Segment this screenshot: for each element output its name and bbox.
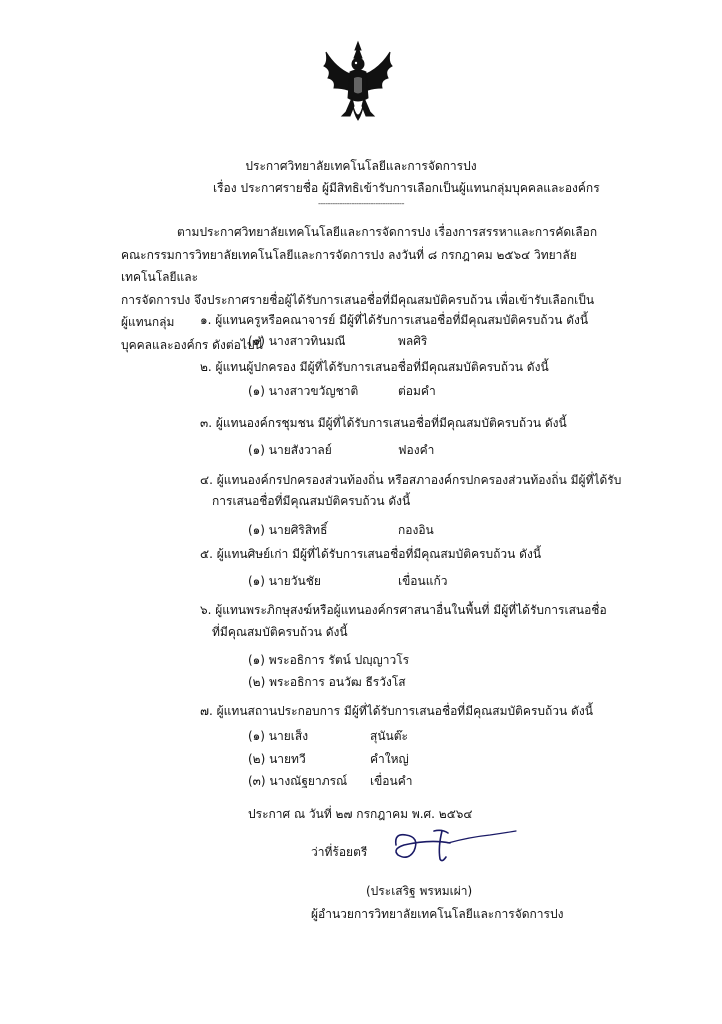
- intro-line: การจัดการปง จึงประกาศรายชื่อผู้ได้รับการเสนอชื่อที่มีคุณสมบัติครบถ้วน เพื่อเข้ารับเลือกเป็นผู้แทนกลุ่ม: [121, 292, 595, 329]
- intro-line: คณะกรรมการวิทยาลัยเทคโนโลยีและการจัดการปง ลงวันที่ ๘ กรกฎาคม ๒๕๖๔ วิทยาลัยเทคโนโลยีและ: [121, 247, 577, 284]
- section-heading-continued: ที่มีคุณสมบัติครบถ้วน ดังนี้: [212, 625, 348, 639]
- person-name: (๑) นางสาวทินมณี: [248, 334, 346, 348]
- garuda-emblem-icon: [322, 40, 394, 130]
- section-heading-continued: การเสนอชื่อที่มีคุณสมบัติครบถ้วน ดังนี้: [212, 494, 411, 508]
- intro-line: บุคคลและองค์กร ดังต่อไปนี้: [121, 337, 263, 352]
- section-heading: ๒. ผู้แทนผู้ปกครอง มีผู้ที่ได้รับการเสนอชื่อที่มีคุณสมบัติครบถ้วน ดังนี้: [200, 360, 549, 374]
- person-surname: กองอิน: [398, 523, 434, 537]
- person-surname: ฟองคำ: [398, 443, 435, 457]
- signatory-name: (ประเสริฐ พรหมเผ่า): [366, 884, 473, 898]
- intro-paragraph: [121, 221, 601, 356]
- section-heading: ๗. ผู้แทนสถานประกอบการ มีผู้ที่ได้รับการเสนอชื่อที่มีคุณสมบัติครบถ้วน ดังนี้: [200, 704, 593, 718]
- section-heading: ๓. ผู้แทนองค์กรชุมชน มีผู้ที่ได้รับการเสนอชื่อที่มีคุณสมบัติครบถ้วน ดังนี้: [200, 416, 567, 430]
- person-name: (๑) นายเส็ง: [248, 729, 309, 743]
- signatory-rank: ว่าที่ร้อยตรี: [311, 845, 368, 859]
- announcement-date: ประกาศ ณ วันที่ ๒๗ กรกฎาคม พ.ศ. ๒๕๖๔: [248, 807, 473, 821]
- person-name: (๑) นายสังวาลย์: [248, 443, 332, 457]
- person-name: (๒) นายทวี: [248, 752, 306, 766]
- section-heading: ๑. ผู้แทนครูหรือคณาจารย์ มีผู้ที่ได้รับการเสนอชื่อที่มีคุณสมบัติครบถ้วน ดังนี้: [200, 313, 589, 327]
- person-name: (๑) นายวันชัย: [248, 574, 321, 588]
- section-heading: ๖. ผู้แทนพระภิกษุสงฆ์หรือผู้แทนองค์กรศาสนาอื่นในพื้นที่ มีผู้ที่ได้รับการเสนอชื่อ: [200, 603, 607, 617]
- person-name: (๒) พระอธิการ อนวัฒ ธีรวังโส: [248, 675, 406, 689]
- header-divider: ------------------------------------: [318, 199, 404, 208]
- intro-line: ตามประกาศวิทยาลัยเทคโนโลยีและการจัดการปง เรื่องการสรรหาและการคัดเลือก: [177, 225, 598, 239]
- person-surname: คำใหญ่: [370, 752, 409, 766]
- section-heading: ๔. ผู้แทนองค์กรปกครองส่วนท้องถิ่น หรือสภาองค์กรปกครองส่วนท้องถิ่น มีผู้ที่ได้รับ: [200, 473, 622, 487]
- subject-label: เรื่อง: [213, 181, 237, 195]
- document-title: ประกาศวิทยาลัยเทคโนโลยีและการจัดการปง: [245, 159, 477, 173]
- handwritten-signature-icon: [390, 825, 520, 867]
- person-surname: เขื่อนคำ: [370, 774, 413, 788]
- person-name: (๑) พระอธิการ รัตน์ ปญฺญาวโร: [248, 653, 410, 667]
- person-name: (๑) นางสาวขวัญชาติ: [248, 384, 359, 398]
- signatory-position: ผู้อำนวยการวิทยาลัยเทคโนโลยีและการจัดการปง: [311, 907, 564, 921]
- section-heading: ๕. ผู้แทนศิษย์เก่า มีผู้ที่ได้รับการเสนอชื่อที่มีคุณสมบัติครบถ้วน ดังนี้: [200, 547, 542, 561]
- person-surname: เขื่อนแก้ว: [398, 574, 448, 588]
- person-surname: ต่อมคำ: [398, 384, 436, 398]
- person-surname: พลศิริ: [398, 334, 428, 348]
- subject-text: ประกาศรายชื่อ ผู้มีสิทธิเข้ารับการเลือกเป็นผู้แทนกลุ่มบุคคลและองค์กร: [240, 181, 600, 195]
- subject-line: [213, 179, 600, 198]
- person-name: (๑) นายศิริสิทธิ์: [248, 523, 328, 537]
- person-name: (๓) นางณัฐยาภรณ์: [248, 774, 348, 788]
- person-surname: สุนันต๊ะ: [370, 729, 408, 743]
